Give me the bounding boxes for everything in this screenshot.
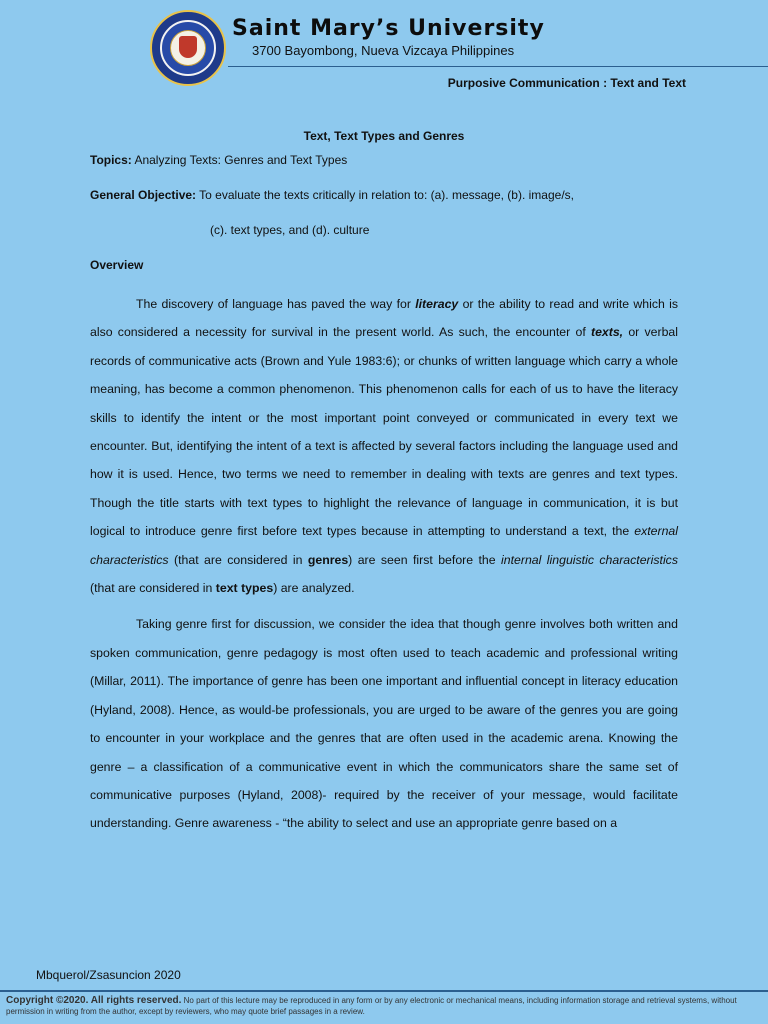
objective-text-2: (c). text types, and (d). culture bbox=[210, 223, 370, 237]
term-literacy: literacy bbox=[415, 297, 459, 311]
topics-line bbox=[90, 150, 678, 185]
topics-value: Analyzing Texts: Genres and Text Types bbox=[134, 153, 348, 167]
document-title: Text, Text Types and Genres bbox=[303, 129, 465, 143]
term-text-types: text types bbox=[215, 581, 274, 596]
term-internal-linguistic-characteristics: internal linguistic characteristics bbox=[501, 552, 678, 567]
university-name: Saint Mary’s University bbox=[232, 16, 545, 41]
page-header bbox=[0, 0, 768, 100]
university-address: 3700 Bayombong, Nueva Vizcaya Philippines bbox=[252, 43, 515, 58]
lecture-content bbox=[90, 122, 678, 838]
footer-author: Mbquerol/Zsasuncion 2020 bbox=[36, 968, 181, 982]
term-texts: texts, bbox=[590, 325, 624, 340]
copyright-bold: Copyright ©2020. All rights reserved. bbox=[6, 995, 182, 1006]
overview-paragraph-2: Taking genre first for discussion, we consider the idea that though genre involves both written and spoken communication, genre pedagogy is most often used to teach academic and professional writing (Millar, 2011). The importance of genre has been one important and influential concept in literacy education (Hyland, 2008). Hence, as would-be professionals, you are urged to be aware of the genres you are going to encounter in your workplace and the genres that are often used in the academic arena. Knowing the genre – a classification of a communicative event in which the communicators share the same set of communicative purposes (Hyland, 2008)- required by the receiver of your message, would facilitate understanding. Genre awareness - “the ability to select and use an appropriate genre based on a bbox=[90, 617, 678, 831]
course-title: Purposive Communication : Text and Text bbox=[447, 76, 686, 90]
term-external-characteristics: external characteristics bbox=[90, 524, 678, 567]
objective-line-2 bbox=[90, 220, 678, 255]
header-divider bbox=[228, 66, 768, 67]
copyright-notice bbox=[6, 995, 762, 1017]
overview-paragraph-1: The discovery of language has paved the way for literacy or the ability to read and write which is also considered a necessity for survival in the present world. As such, the encounter of texts, or verbal records of communicative acts (Brown and Yule 1983:6); or chunks of written language which carry a whole meaning, has become a common phenomenon. This phenomenon calls for each of us to have the literacy skills to identify the intent or the most important point conveyed or communicated in every text we encounter. But, identifying the intent of a text is affected by several factors including the language used and how it is used. Hence, two terms we need to remember in dealing with texts are genres and text types. Though the title starts with text types to highlight the relevance of language in communication, it is but logical to introduce genre first before text types because in attempting to understand a text, the external characteristics (that are considered in genres) are seen first before the internal linguistic characteristics (that are considered in text types) are analyzed. bbox=[90, 297, 678, 596]
seal-shield-icon bbox=[179, 36, 197, 58]
overview-heading: Overview bbox=[90, 258, 144, 272]
term-genres: genres bbox=[307, 552, 349, 567]
topics-label: Topics: bbox=[90, 153, 132, 167]
objective-line bbox=[90, 185, 678, 220]
copyright-text: No part of this lecture may be reproduced in any form or by any electronic or mechanical means, including information storage and retrieval systems, without permission in writing from the author, except by reviewers, who may quote brief passages in a review. bbox=[6, 996, 737, 1016]
university-seal-logo bbox=[150, 10, 226, 86]
objective-label: General Objective: bbox=[90, 188, 197, 202]
objective-text-1: To evaluate the texts critically in relation to: (a). message, (b). image/s, bbox=[199, 188, 574, 202]
footer-divider bbox=[0, 990, 768, 992]
